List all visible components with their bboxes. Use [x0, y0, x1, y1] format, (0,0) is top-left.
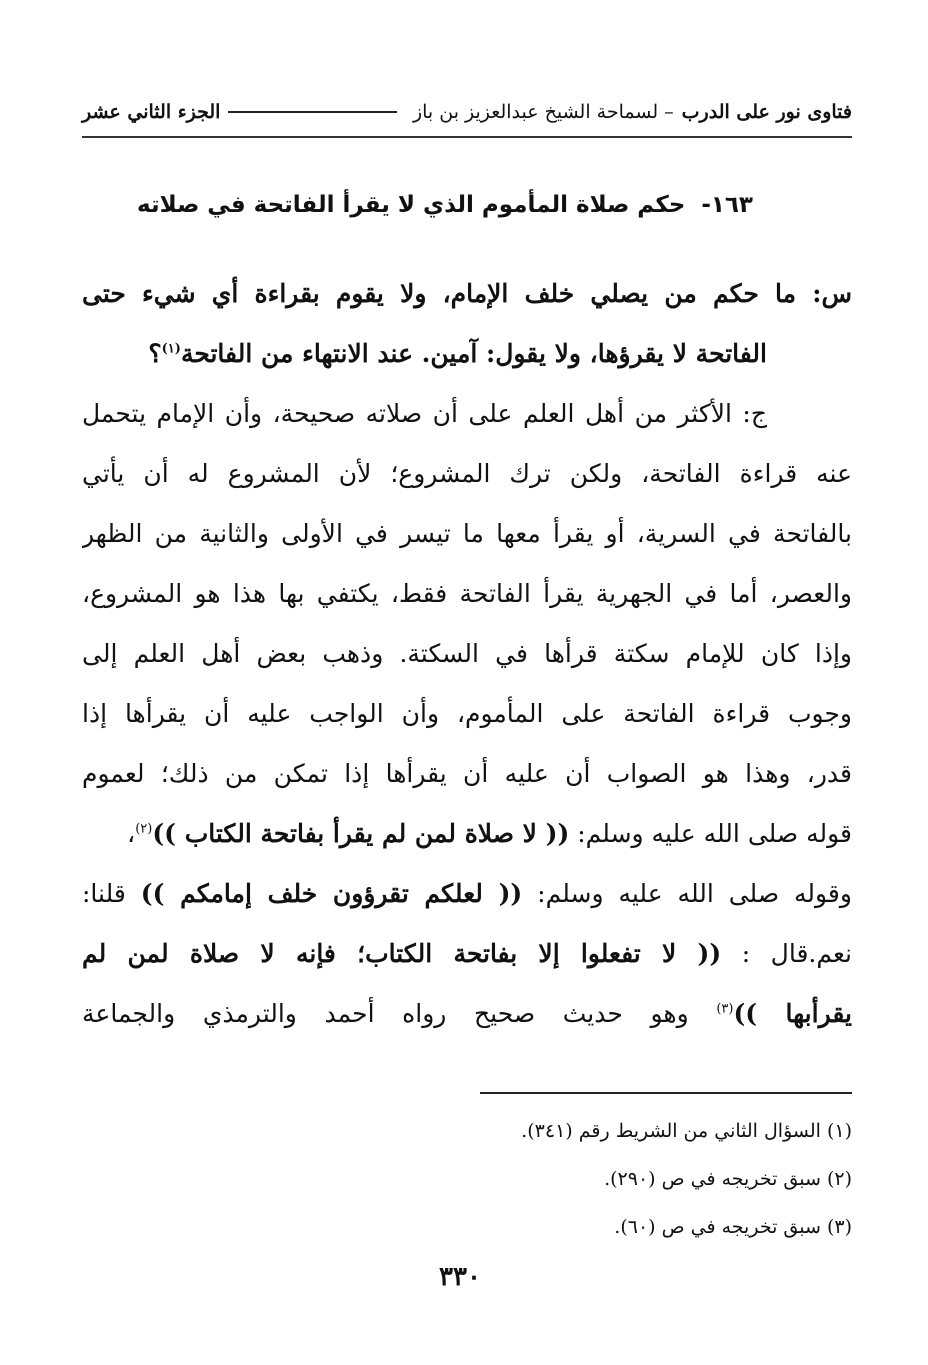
answer-line-4: والعصر، أما في الجهرية يقرأ الفاتحة فقط، يكتفي بها هذا هو المشروع، — [82, 579, 852, 608]
answer-line-9: وقوله صلى الله عليه وسلم: (( لعلكم تقرؤون خلف إمامكم )) قلنا: — [82, 879, 852, 908]
hadith-quote-1: (( لا صلاة لمن لم يقرأ بفاتحة الكتاب )) — [152, 819, 570, 848]
question-line-2: الفاتحة لا يقرؤها، ولا يقول: آمين. عند الانتهاء من الفاتحة$^{(١)}$؟ — [148, 339, 767, 368]
question-heading — [120, 192, 770, 232]
header-rule — [228, 111, 396, 113]
answer-line-6: وجوب قراءة الفاتحة على المأموم، وأن الواجب عليه أن يقرأها إذا — [82, 699, 852, 728]
running-header — [82, 92, 852, 138]
footnote-2: (٢) سبق تخريجه في ص (٢٩٠). — [604, 1168, 852, 1190]
page-number: ٣٣٠ — [439, 1262, 481, 1292]
answer-line-3: بالفاتحة في السرية، أو يقرأ معها ما تيسر في الأولى والثانية من الظهر — [82, 519, 852, 548]
footnote-ref-3: (٣) — [716, 1001, 734, 1017]
answer-line-10: نعم.قال : (( لا تفعلوا إلا بفاتحة الكتاب؛ فإنه لا صلاة لمن لم — [82, 939, 852, 968]
answer-line-7: قدر، وهذا هو الصواب أن عليه أن يقرأها إذا تمكن من ذلك؛ لعموم — [82, 759, 852, 788]
header-volume: الجزء الثاني عشر — [82, 101, 221, 123]
footnote-3: (٣) سبق تخريجه في ص (٦٠). — [614, 1216, 852, 1238]
answer-line-8: قوله صلى الله عليه وسلم: (( لا صلاة لمن لم يقرأ بفاتحة الكتاب ))$^{(٢)}$، — [127, 819, 852, 848]
question-title: حكم صلاة المأموم الذي لا يقرأ الفاتحة في صلاته — [137, 192, 686, 218]
answer-line-11: يقرأبها ))$^{(٣)}$ وهو حديث صحيح رواه أحمد والترمذي والجماعة — [82, 999, 852, 1028]
hadith-quote-2: (( لعلكم تقرؤون خلف إمامكم )) — [140, 879, 523, 908]
question-line-1: س: ما حكم من يصلي خلف الإمام، ولا يقوم بقراءة أي شيء حتى — [82, 279, 852, 308]
answer-line-5: وإذا كان للإمام سكتة قرأها في السكتة. وذهب بعض أهل العلم إلى — [82, 639, 852, 668]
answer-line-2: عنه قراءة الفاتحة، ولكن ترك المشروع؛ لأن المشروع له أن يأتي — [82, 459, 852, 488]
footnote-ref-1: (١) — [161, 341, 181, 357]
question-number: ١٦٣- — [701, 192, 753, 218]
hadith-quote-3: (( لا تفعلوا إلا بفاتحة الكتاب؛ فإنه لا صلاة لمن لم — [82, 939, 722, 968]
header-series-title: فتاوى نور على الدرب — [681, 101, 852, 123]
answer-line-1: ج: الأكثر من أهل العلم على أن صلاته صحيحة، وأن الإمام يتحمل — [82, 399, 767, 428]
hadith-quote-3-end: يقرأبها )) — [733, 999, 852, 1028]
footnote-divider — [480, 1092, 852, 1094]
header-author: – لسماحة الشيخ عبدالعزيز بن باز — [412, 101, 674, 123]
footnote-ref-2: (٢) — [135, 821, 153, 837]
body-text — [82, 264, 852, 1044]
footnote-1: (١) السؤال الثاني من الشريط رقم (٣٤١). — [521, 1120, 852, 1142]
